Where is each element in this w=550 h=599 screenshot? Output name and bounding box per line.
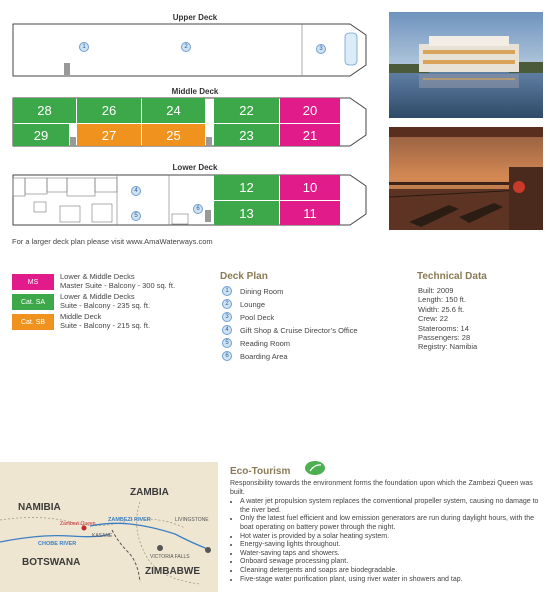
deck-plan-item-3 xyxy=(222,312,274,322)
eco-intro: Responsibility towards the environment forms the foundation upon which the Zambezi Queen was built. xyxy=(230,480,533,496)
deck-plan-item-6 xyxy=(222,351,288,361)
middle-stair-right xyxy=(206,137,212,146)
deck-plan-item-1 xyxy=(222,286,283,296)
eco-bullet-4: • Energy-saving lights throughout. xyxy=(240,541,542,550)
upper-deck-marker-2: 2 xyxy=(181,42,191,52)
middle-stair-left xyxy=(70,137,76,146)
map-label-livingstone: LIVINGSTONE xyxy=(175,517,209,523)
cabin-24: 24 xyxy=(142,98,205,123)
deck-plan-item-5 xyxy=(222,338,290,348)
cabin-11: 11 xyxy=(280,201,340,225)
deck-plan-label-6: Boarding Area xyxy=(240,351,288,361)
tech-line-crew: Crew: 22 xyxy=(418,314,449,324)
deck-plan-label-4: Gift Shop & Cruise Director’s Office xyxy=(240,325,358,335)
deck-plan-num-3: 3 xyxy=(222,312,232,322)
lower-deck-marker-5: 5 xyxy=(131,211,141,221)
lower-deck-marker-6: 6 xyxy=(193,204,203,214)
cabin-10: 10 xyxy=(280,175,340,200)
leaf-icon xyxy=(304,460,326,476)
deck-plan-label-3: Pool Deck xyxy=(240,312,275,322)
eco-bullet-1: • A water jet propulsion system replaces the conventional propeller system, causing no damage to the river bed. xyxy=(240,498,542,515)
lower-deck-marker-4: 4 xyxy=(131,186,141,196)
map-label-namibia: NAMIBIA xyxy=(18,502,61,513)
cabin-20: 20 xyxy=(280,98,340,123)
legend-text-sb-2: Suite - Balcony - 215 sq. ft. xyxy=(60,321,151,330)
deck-plan-num-2: 2 xyxy=(222,299,232,309)
map-label-victoria-falls: VICTORIA FALLS xyxy=(150,554,190,560)
map-label-kasane: KASANE xyxy=(92,533,113,539)
deck-sunset-photo xyxy=(389,127,543,230)
deck-plan-title: Deck Plan xyxy=(220,271,268,282)
legend-text-ms-2: Master Suite - Balcony - 300 sq. ft. xyxy=(60,281,176,290)
eco-bullet-5: • Water-saving taps and showers. xyxy=(240,550,542,559)
legend-swatch-ms: MS xyxy=(12,274,54,290)
legend-text-sa-2: Suite - Balcony - 235 sq. ft. xyxy=(60,301,151,310)
cabin-25: 25 xyxy=(142,124,205,146)
cabin-28: 28 xyxy=(13,98,76,123)
tech-line-registry: Registry: Namibia xyxy=(418,342,478,352)
lower-deck-title: Lower Deck xyxy=(172,163,218,172)
cabin-22: 22 xyxy=(214,98,279,123)
region-map xyxy=(0,462,218,592)
deck-plan-num-1: 1 xyxy=(222,286,232,296)
deck-plan-label-5: Reading Room xyxy=(240,338,291,348)
deck-plan-item-4 xyxy=(222,325,358,335)
deck-plan-item-2 xyxy=(222,299,265,309)
upper-deck-marker-3: 3 xyxy=(316,44,326,54)
legend-swatch-sa: Cat. SA xyxy=(12,294,54,310)
eco-bullet-6: • Onboard sewage processing plant. xyxy=(240,558,542,567)
deck-plan-num-4: 4 xyxy=(222,325,232,335)
legend-text-ms-1: Lower & Middle Decks xyxy=(60,272,135,281)
map-label-botswana: BOTSWANA xyxy=(22,557,81,568)
legend-swatch-sb: Cat. SB xyxy=(12,314,54,330)
map-label-zambezi-river: ZAMBEZI RIVER xyxy=(108,517,151,523)
legend-text-sa-1: Lower & Middle Decks xyxy=(60,292,135,301)
boat-photo xyxy=(389,12,543,118)
map-label-zambia: ZAMBIA xyxy=(130,487,169,498)
deck-plan-label-1: Dining Room xyxy=(240,286,284,296)
deck-plan-note: For a larger deck plan please visit www.AmaWaterways.com xyxy=(12,237,213,246)
deck-plan-num-6: 6 xyxy=(222,351,232,361)
map-label-zambezi-queen: Zambezi Queen xyxy=(60,521,96,527)
cabin-26: 26 xyxy=(77,98,141,123)
middle-deck-title: Middle Deck xyxy=(171,87,219,96)
deck-plan-num-5: 5 xyxy=(222,338,232,348)
eco-bullet-3: • Hot water is provided by a solar heating system. xyxy=(240,533,542,542)
technical-data-list xyxy=(418,286,477,352)
cabin-23: 23 xyxy=(214,124,279,146)
technical-data-title: Technical Data xyxy=(417,271,487,282)
eco-tourism-title: Eco-Tourism xyxy=(230,466,291,477)
cabin-29: 29 xyxy=(13,124,69,146)
deck-plan-label-2: Lounge xyxy=(240,299,266,309)
eco-bullet-7: • Cleaning detergents and soaps are biodegradable. xyxy=(240,567,542,576)
tech-line-length: Length: 150 ft. xyxy=(418,295,466,305)
tech-line-staterooms: Staterooms: 14 xyxy=(418,323,469,333)
upper-deck-title: Upper Deck xyxy=(172,13,218,22)
cabin-13: 13 xyxy=(214,201,279,225)
map-label-zimbabwe: ZIMBABWE xyxy=(145,566,200,577)
map-label-chobe-river: CHOBE RIVER xyxy=(38,541,77,547)
cabin-21: 21 xyxy=(280,124,340,146)
eco-tourism-body xyxy=(230,480,542,584)
tech-line-built: Built: 2009 xyxy=(418,286,454,295)
upper-deck-marker-1: 1 xyxy=(79,42,89,52)
tech-line-width: Width: 25.6 ft. xyxy=(418,304,465,314)
cabin-12: 12 xyxy=(214,175,279,200)
eco-bullet-list xyxy=(230,498,542,584)
eco-bullet-2: • Only the latest fuel efficient and low emission generators are run during daylight hours, with the boat operating on battery power through the night. xyxy=(240,515,542,532)
legend-text-sb-1: Middle Deck xyxy=(60,312,102,321)
tech-line-passengers: Passengers: 28 xyxy=(418,333,471,343)
eco-bullet-8: • Five-stage water purification plant, using river water in showers and tap. xyxy=(240,576,542,585)
cabin-27: 27 xyxy=(77,124,141,146)
